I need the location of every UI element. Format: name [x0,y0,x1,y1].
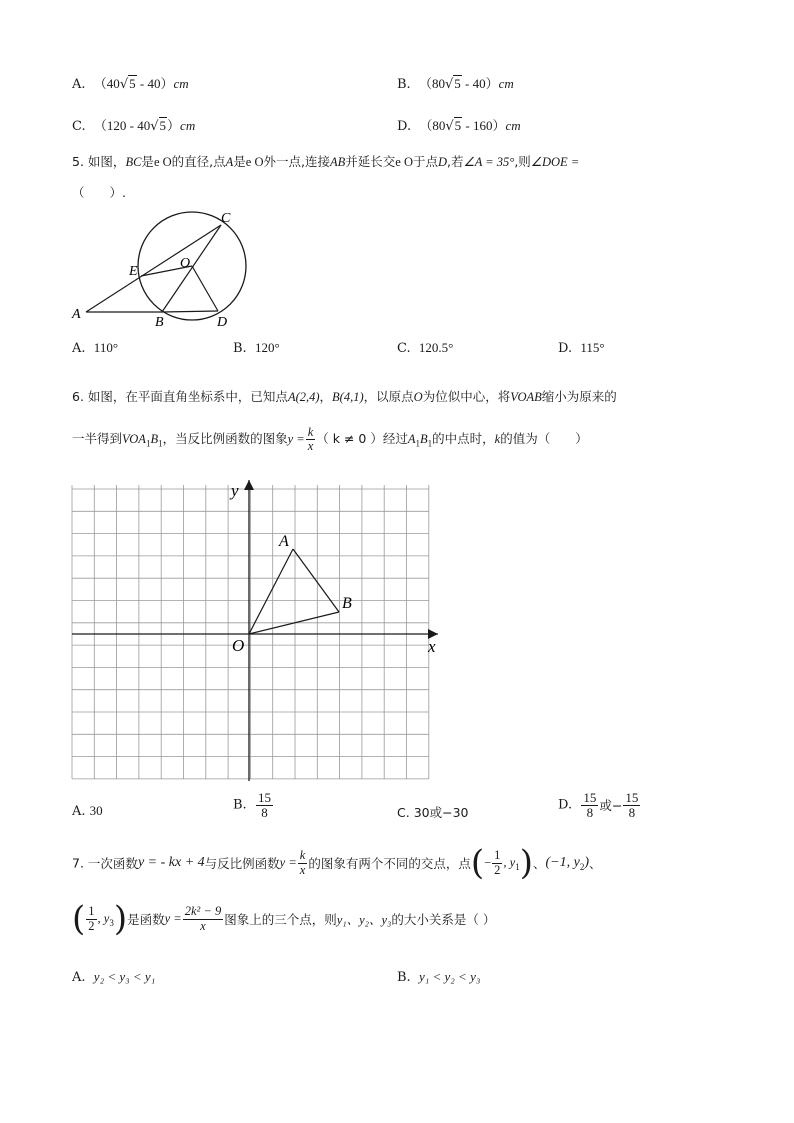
stem-text: 于点 [412,154,438,169]
question-number: 6. [72,389,84,404]
option-text: （80 [418,76,445,91]
line-ac [86,225,221,312]
right-paren: ) [113,899,128,939]
fraction [256,791,273,819]
option-value: 115° [580,340,605,355]
math-expr: ) [584,855,590,870]
math-sign: − [484,855,492,870]
sqrt-symbol: √ [150,119,159,134]
question-number: 5. [72,154,84,169]
math-expr: ∠DOE = [530,155,580,169]
option-letter: B. [397,77,411,92]
circle-symbol: e O [153,155,172,169]
math-expr: y = [287,432,305,447]
denominator: 8 [261,804,268,820]
math-expr: y = - kx + 4 [137,855,205,870]
math-expr: y₁、y₂、y₃ [336,913,392,927]
question-6-stem-line2 [72,426,588,453]
stem-text: 的值为（ ） [500,431,588,447]
denominator: 8 [586,804,594,820]
option-text: - 40） [461,76,499,91]
subscript: 1 [145,438,151,449]
circle-geometry-figure [66,205,256,335]
option-d-q5 [558,340,605,356]
option-a-q7 [72,969,155,985]
stem-text: ，以原点 [363,389,414,404]
stem-text: （ ）. [72,185,126,200]
option-value: y₁ < y₂ < y₃ [418,969,481,984]
numerator: 2k² − 9 [184,904,222,919]
option-d-q6 [558,791,641,819]
stem-text: （ k ≠ 0 ）经过 [316,431,408,447]
sqrt-symbol: √ [444,77,454,92]
stem-text: 图象上的三个点，则 [224,912,337,927]
stem-text: ,若 [447,154,464,169]
denominator: 2 [88,918,95,933]
fraction [492,849,502,876]
stem-text: 为位似中心，将 [422,389,511,404]
option-value: 30 [89,803,103,818]
option-letter: C. [397,805,410,820]
numerator: 1 [88,904,95,919]
stem-text: 的中点时， [432,431,495,447]
unit: cm [173,76,189,91]
math-expr: B(4,1) [332,390,364,404]
circle-symbol: e O [245,155,264,169]
stem-text: ,则 [514,154,531,169]
math-expr: VOA [122,432,146,447]
option-text: - 40） [136,76,174,91]
question-5-stem [72,152,579,170]
math-expr: A(2,4) [287,390,320,404]
option-c-q4 [72,115,195,134]
question-6-stem-line1 [72,387,617,405]
option-letter: A. [72,341,86,356]
label-e: E [129,264,138,279]
option-letter: D. [558,341,573,356]
math-expr: ∠A = 35° [463,155,515,169]
line-bc [162,225,221,312]
subscript: 1 [158,438,163,449]
coordinate-grid-figure [60,476,450,788]
denominator: x [307,439,314,454]
subscript: 3 [109,918,114,928]
stem-text: 外一点,连接 [263,154,330,169]
fraction-k-over-x [298,849,308,876]
option-a-q4 [72,73,189,92]
math-var: k [494,432,501,447]
stem-text: 的直径,点 [171,154,226,169]
option-letter: D. [558,797,573,813]
label-b: B [155,315,164,330]
y-axis-label: y [231,481,239,500]
answer-blank [72,183,126,201]
label-a: A [72,307,81,322]
stem-text: 缩小为原来的 [541,389,617,404]
fraction [183,905,223,932]
math-expr: y = [164,911,182,926]
denominator: x [200,918,206,933]
math-expr: y = [279,855,297,870]
fraction [581,791,598,819]
stem-text: 与反比例函数 [204,856,280,871]
option-text: ） [167,118,181,133]
option-letter: A. [72,77,86,92]
separator: 、 [533,856,546,871]
option-value: y₂ < y₃ < y₁ [93,969,156,984]
math-var: D [437,155,448,169]
math-expr: (−1, y [545,855,580,870]
math-expr: , y [97,911,110,926]
numerator: 15 [257,790,271,805]
option-value: 110° [93,340,119,355]
stem-text: ， [319,389,333,404]
numerator: k [299,848,306,863]
subscript: 1 [427,438,433,449]
y-axis-arrow-icon [244,480,254,490]
option-value: 120° [254,340,280,355]
option-a-q5 [72,340,118,356]
option-a-q6 [72,803,103,819]
option-value: 30或−30 [413,805,469,820]
unit: cm [505,118,521,133]
option-letter: C. [72,119,86,134]
stem-text: 如图，在平面直角坐标系中，已知点 [87,389,288,404]
fraction [623,791,640,819]
radicand: 5 [454,118,462,133]
circle-symbol: e O [395,155,413,169]
line-bd [162,311,218,312]
option-letter: A. [72,804,86,819]
stem-text: 如图， [87,154,126,169]
option-d-q4 [397,115,521,134]
question-7-stem-line1 [72,843,602,883]
stem-text: 是 [233,154,246,169]
stem-text: 是函数 [127,912,165,927]
subscript: 1 [415,438,420,449]
subscript: 2 [579,862,585,872]
math-var: O [413,390,423,404]
option-text: （120 - 40 [93,118,151,133]
stem-text: 一半得到 [72,431,123,447]
radicand: 5 [159,118,167,133]
denominator: 2 [494,862,501,877]
option-text: 或− [599,798,623,814]
stem-text: 并延长交 [345,154,396,169]
numerator: 1 [494,848,501,863]
label-d: D [217,315,228,330]
math-var: AB [329,155,346,169]
stem-text: 是 [141,154,154,169]
unit: cm [498,76,514,91]
origin-label: O [232,636,245,655]
math-expr: VOAB [510,390,542,404]
numerator: k [307,425,314,439]
math-expr: , y [503,855,516,870]
math-var: A [407,432,416,447]
option-b-q5 [233,340,280,356]
option-letter: A. [72,970,86,985]
option-text: （40 [93,76,120,91]
stem-text: 的大小关系是（ ） [391,912,496,927]
denominator: x [299,862,306,877]
option-letter: B. [233,797,247,813]
sqrt-symbol: √ [445,119,454,134]
radicand: 5 [454,76,461,91]
label-o: O [180,256,191,271]
point-b-label: B [342,595,352,612]
option-b-q6 [233,791,274,819]
option-text: （80 [419,118,446,133]
math-var: BC [125,155,142,169]
x-axis-label: x [428,637,436,656]
radicand: 5 [129,76,136,91]
subscript: 1 [515,862,520,872]
option-letter: B. [397,970,411,985]
question-number: 7. [72,855,84,871]
stem-text: 的图象有两个不同的交点，点 [308,856,471,871]
option-b-q4 [397,73,514,92]
stem-text: 一次函数 [87,856,138,871]
right-paren: ) [519,843,533,883]
math-var: A [225,155,234,169]
denominator: 8 [628,804,636,820]
question-7-stem-line2 [72,899,496,939]
segment-ab [293,549,339,612]
separator: 、 [589,856,602,871]
option-value: 120.5° [418,340,454,355]
segment-oa [249,549,293,634]
option-b-q7 [397,969,480,985]
point-a-label: A [279,533,289,550]
left-paren: ( [470,843,485,883]
option-letter: C. [397,341,411,356]
sqrt-symbol: √ [119,77,129,92]
option-text: - 160） [462,118,506,133]
left-paren: ( [72,899,86,939]
line-od [192,266,218,311]
label-c: C [221,211,231,226]
option-c-q5 [397,340,453,356]
numerator: 15 [625,790,639,805]
unit: cm [180,118,196,133]
math-var: B [419,432,428,447]
option-c-q6 [397,803,468,821]
stem-text: ，当反比例函数的图象 [162,431,288,447]
option-letter: B. [233,341,247,356]
fraction-k-over-x [306,426,316,453]
numerator: 15 [583,790,597,805]
math-var: B [150,432,159,447]
option-letter: D. [397,119,412,134]
fraction [86,905,96,932]
